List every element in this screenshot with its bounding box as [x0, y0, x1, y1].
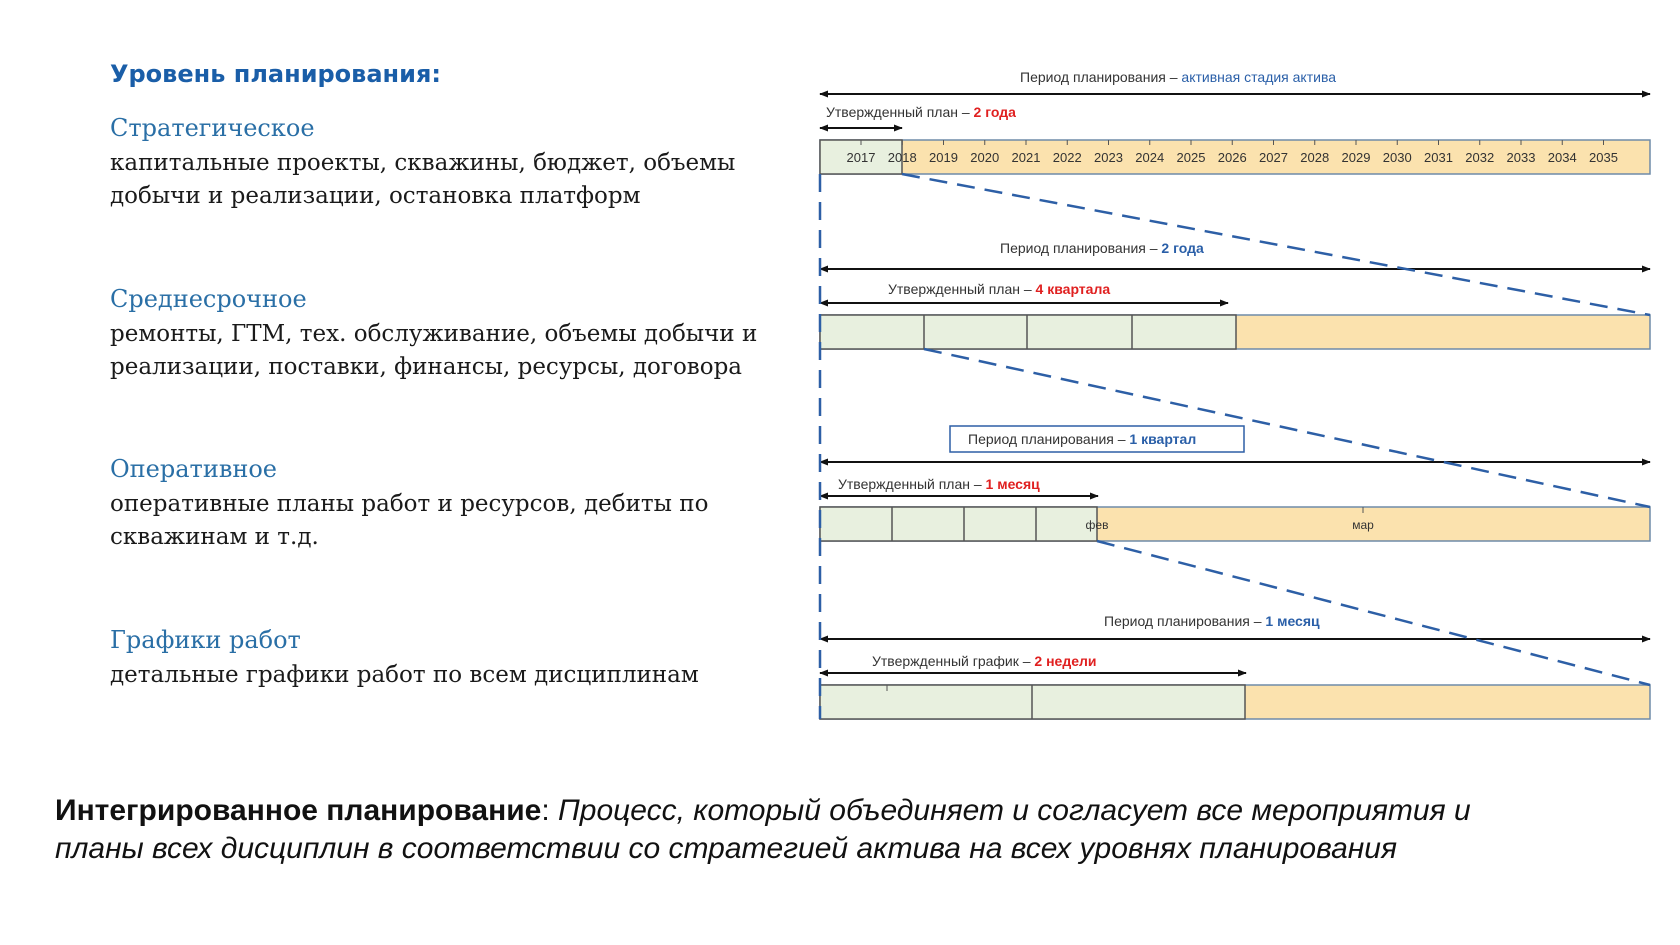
- period-label-midterm: [1000, 240, 1204, 256]
- year-label: 2024: [1135, 150, 1165, 165]
- period-label-text: Период планирования –: [1020, 69, 1182, 85]
- footer-line-1: [55, 792, 1655, 830]
- approved-label-strategic: [826, 104, 1016, 120]
- month-label-feb: фев: [1085, 518, 1109, 532]
- approved-value-text: 2 недели: [1034, 653, 1097, 669]
- level-desc-line: скважинам и т.д.: [110, 524, 319, 550]
- approved-label-text: Утвержденный план –: [838, 476, 986, 492]
- footer-colon: :: [541, 794, 559, 827]
- footer-definition: [55, 792, 1655, 868]
- year-label: 2031: [1424, 150, 1453, 165]
- approved-label-operational: [838, 476, 1040, 492]
- approved-value-text: 4 квартала: [1035, 281, 1111, 297]
- level-desc-line: оперативные планы работ и ресурсов, дебиты по: [110, 491, 709, 517]
- year-label: 2028: [1300, 150, 1330, 165]
- approved-label-text: Утвержденный график –: [872, 653, 1035, 669]
- period-value-text: 1 месяц: [1265, 613, 1320, 629]
- level-desc-line: капитальные проекты, скважины, бюджет, объемы: [110, 150, 736, 176]
- approved-label-schedules: [872, 653, 1097, 669]
- approved-block-operational: [820, 507, 1097, 541]
- year-label: 2018: [887, 150, 917, 165]
- year-label: 2021: [1011, 150, 1041, 165]
- period-value-text: 1 квартал: [1129, 431, 1197, 447]
- year-label: 2020: [970, 150, 1000, 165]
- approved-label-text: Утвержденный план –: [826, 104, 974, 120]
- page-heading: Уровень планирования:: [110, 60, 441, 88]
- year-label: 2025: [1176, 150, 1206, 165]
- approved-value-text: 2 года: [973, 104, 1016, 120]
- footer-definition-line-2: планы всех дисциплин в соответствии со стратегией актива на всех уровнях планирования: [55, 832, 1397, 865]
- approved-block-midterm: [820, 315, 1236, 349]
- footer-term: Интегрированное планирование: [55, 794, 542, 827]
- level-name-strategic: Стратегическое: [110, 114, 315, 142]
- year-label: 2019: [929, 150, 958, 165]
- period-label-strategic: [1020, 69, 1336, 85]
- period-label-text: Период планирования –: [1000, 240, 1162, 256]
- year-label: 2023: [1094, 150, 1123, 165]
- footer-definition-line-1: Процесс, который объединяет и согласует все мероприятия и: [558, 794, 1471, 827]
- year-label: 2017: [846, 150, 876, 165]
- period-label-operational: [968, 431, 1196, 447]
- period-label-schedules: [1104, 613, 1320, 629]
- year-label: 2029: [1341, 150, 1371, 165]
- year-label: 2026: [1217, 150, 1247, 165]
- level-name-schedules: Графики работ: [110, 626, 301, 654]
- month-label-mar: мар: [1352, 518, 1374, 532]
- year-label: 2034: [1547, 150, 1577, 165]
- year-label: 2022: [1052, 150, 1082, 165]
- approved-label-midterm: [888, 281, 1110, 297]
- level-desc-line: ремонты, ГТМ, тех. обслуживание, объемы добычи и: [110, 321, 758, 347]
- year-label: 2033: [1506, 150, 1536, 165]
- year-label: 2030: [1382, 150, 1412, 165]
- period-value-text: 2 года: [1161, 240, 1204, 256]
- level-desc-line: добычи и реализации, остановка платформ: [110, 183, 641, 209]
- year-label: 2035: [1589, 150, 1618, 165]
- level-desc-line: реализации, поставки, финансы, ресурсы, договора: [110, 354, 743, 380]
- period-label-text: Период планирования –: [1104, 613, 1266, 629]
- level-desc-line: детальные графики работ по всем дисциплинам: [110, 662, 699, 688]
- level-name-operational: Оперативное: [110, 455, 277, 483]
- period-value-text: активная стадия актива: [1181, 69, 1337, 85]
- approved-value-text: 1 месяц: [985, 476, 1040, 492]
- level-name-midterm: Среднесрочное: [110, 285, 307, 313]
- period-label-text: Период планирования –: [968, 431, 1130, 447]
- year-label: 2027: [1259, 150, 1288, 165]
- year-label: 2032: [1465, 150, 1495, 165]
- approved-label-text: Утвержденный план –: [888, 281, 1036, 297]
